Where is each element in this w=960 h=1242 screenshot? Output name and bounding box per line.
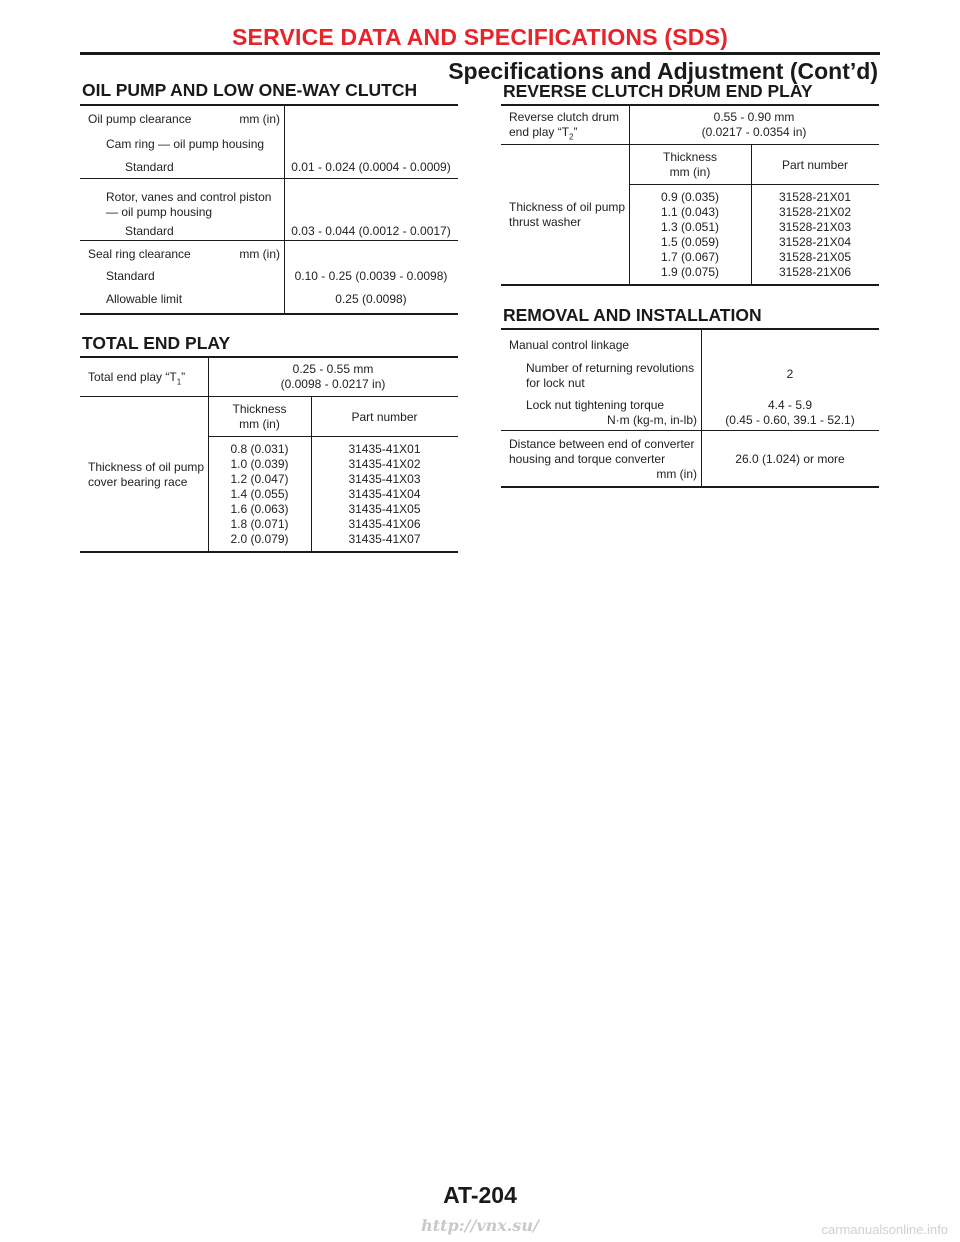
- allowable-limit-label: Allowable limit: [106, 292, 183, 306]
- seal-standard-value: 0.10 - 0.25 (0.0039 - 0.0098): [294, 269, 448, 283]
- row-divider: [208, 436, 458, 437]
- part-number-value: 31435-41X04: [348, 487, 421, 501]
- total-end-play-label: Total end play “$T_1$”: [88, 370, 186, 387]
- thickness-value: 1.1 (0.043): [660, 205, 720, 219]
- page-number: AT-204: [443, 1182, 517, 1208]
- reverse-value-line1: 0.55 - 0.90 mm: [713, 110, 795, 124]
- part-number-value: 31528-21X02: [778, 205, 852, 219]
- distance-label-line3: mm (in): [656, 467, 697, 481]
- standard-label: Standard: [106, 269, 155, 283]
- row-divider: [80, 240, 458, 241]
- seal-ring-clearance-label: Seal ring clearance: [88, 247, 191, 261]
- watermark: carmanualsonline.info: [821, 1222, 948, 1237]
- oil-pump-table: [80, 106, 458, 315]
- rotor-label-line1: Rotor, vanes and control piston: [106, 190, 272, 204]
- part-number-value: 31528-21X06: [778, 265, 852, 279]
- thickness-label-line2: cover bearing race: [88, 475, 188, 489]
- col-part-number: Part number: [351, 410, 418, 424]
- reverse-value-line2: (0.0217 - 0.0354 in): [701, 125, 807, 139]
- oil-pump-clearance-label: Oil pump clearance: [88, 112, 192, 126]
- standard-label: Standard: [125, 160, 174, 174]
- distance-label-line1: Distance between end of converter: [509, 437, 695, 451]
- thickness-value: 0.8 (0.031): [230, 442, 289, 456]
- part-number-value: 31528-21X03: [778, 220, 852, 234]
- section-title-removal: REMOVAL AND INSTALLATION: [503, 305, 762, 325]
- reverse-label-line1: Reverse clutch drum: [509, 110, 620, 124]
- thickness-value: 1.6 (0.063): [230, 502, 289, 516]
- revolutions-label-line2: for lock nut: [526, 376, 585, 390]
- thickness-value: 1.0 (0.039): [230, 457, 289, 471]
- part-number-value: 31435-41X03: [348, 472, 421, 486]
- thickness-value: 1.3 (0.051): [660, 220, 720, 234]
- part-number-value: 31528-21X04: [778, 235, 852, 249]
- col-thickness-line1: Thickness: [662, 150, 718, 164]
- row-divider: [501, 430, 879, 431]
- thickness-value: 0.9 (0.035): [660, 190, 720, 204]
- distance-value: 26.0 (1.024) or more: [735, 452, 845, 466]
- reverse-label-line2: end play “$T_2$”: [509, 125, 578, 142]
- reverse-clutch-table: [501, 106, 879, 286]
- part-number-value: 31435-41X06: [348, 517, 421, 531]
- part-number-value: 31528-21X01: [778, 190, 852, 204]
- footer-link[interactable]: http://vnx.su/: [421, 1216, 539, 1235]
- torque-label-line2: N·m (kg-m, in-lb): [607, 413, 697, 427]
- part-number-value: 31435-41X02: [348, 457, 421, 471]
- thickness-value: 1.4 (0.055): [230, 487, 289, 501]
- manual-linkage-label: Manual control linkage: [509, 338, 630, 352]
- torque-value-line1: 4.4 - 5.9: [767, 398, 813, 412]
- col-thickness-line2: mm (in): [669, 165, 711, 179]
- row-divider: [80, 178, 458, 179]
- cam-ring-label: Cam ring — oil pump housing: [106, 137, 265, 151]
- washer-label-line2: thrust washer: [509, 215, 582, 229]
- thickness-value: 2.0 (0.079): [230, 532, 289, 546]
- unit-label: mm (in): [239, 247, 280, 261]
- part-number-value: 31435-41X07: [348, 532, 421, 546]
- header-subtitle: Specifications and Adjustment (Cont’d): [448, 58, 878, 84]
- standard-label: Standard: [125, 224, 174, 238]
- unit-label: mm (in): [239, 112, 280, 126]
- section-title-total-end-play: TOTAL END PLAY: [82, 333, 231, 353]
- part-number-value: 31435-41X01: [348, 442, 421, 456]
- col-part-number: Part number: [781, 158, 849, 172]
- total-end-play-table: [80, 358, 458, 553]
- thickness-value: 1.5 (0.059): [660, 235, 720, 249]
- thickness-value: 1.7 (0.067): [660, 250, 720, 264]
- total-end-play-value-line1: 0.25 - 0.55 mm: [292, 362, 374, 376]
- col-thickness-line1: Thickness: [232, 402, 287, 416]
- washer-label-line1: Thickness of oil pump: [509, 200, 626, 214]
- row-divider: [629, 184, 879, 185]
- part-number-value: 31528-21X05: [778, 250, 852, 264]
- cam-ring-standard-value: 0.01 - 0.024 (0.0004 - 0.0009): [291, 160, 451, 174]
- revolutions-label-line1: Number of returning revolutions: [526, 361, 695, 375]
- section-title-reverse-clutch: REVERSE CLUTCH DRUM END PLAY: [503, 81, 813, 101]
- section-title-oil-pump: OIL PUMP AND LOW ONE-WAY CLUTCH: [82, 80, 418, 100]
- col-thickness-line2: mm (in): [239, 417, 280, 431]
- distance-label-line2: housing and torque converter: [509, 452, 666, 466]
- torque-value-line2: (0.45 - 0.60, 39.1 - 52.1): [725, 413, 855, 427]
- thickness-value: 1.9 (0.075): [660, 265, 720, 279]
- thickness-value: 1.2 (0.047): [230, 472, 289, 486]
- revolutions-value: 2: [786, 367, 794, 381]
- thickness-label-line1: Thickness of oil pump: [88, 460, 205, 474]
- seal-limit-value: 0.25 (0.0098): [335, 292, 407, 306]
- rotor-standard-value: 0.03 - 0.044 (0.0012 - 0.0017): [291, 224, 451, 238]
- removal-table: [501, 330, 879, 488]
- part-number-value: 31435-41X05: [348, 502, 421, 516]
- rotor-label-line2: — oil pump housing: [106, 205, 213, 219]
- row-divider: [80, 396, 458, 397]
- torque-label-line1: Lock nut tightening torque: [526, 398, 665, 412]
- thickness-value: 1.8 (0.071): [230, 517, 289, 531]
- header-rule: [80, 52, 880, 55]
- total-end-play-value-line2: (0.0098 - 0.0217 in): [280, 377, 386, 391]
- header-title: SERVICE DATA AND SPECIFICATIONS (SDS): [232, 24, 728, 50]
